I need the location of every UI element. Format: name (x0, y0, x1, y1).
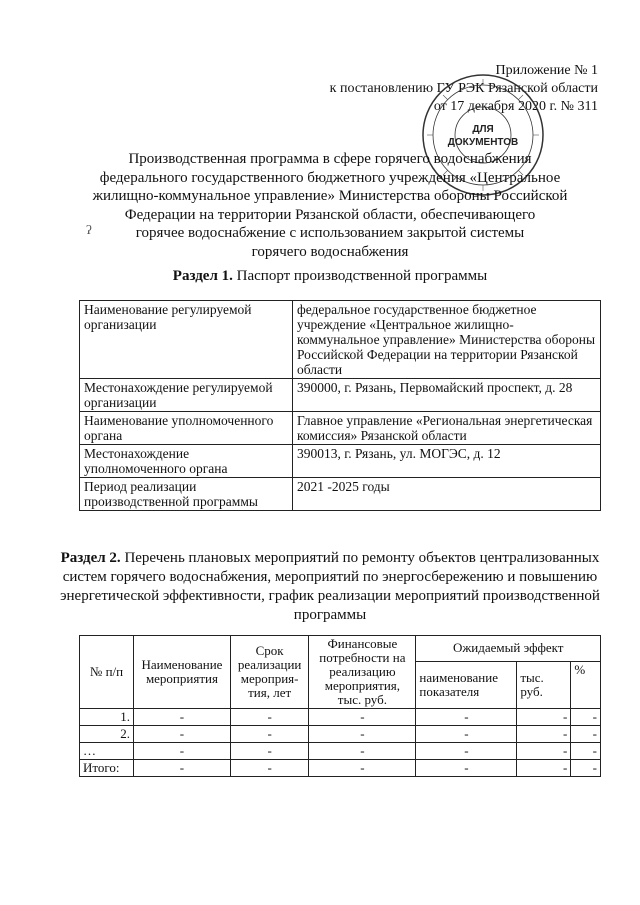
header-term: Срок реализации мероприя-тия, лет (230, 636, 309, 709)
events-table (79, 635, 601, 777)
passport-label: Наименование регулируемой организации (80, 301, 293, 379)
table-cell: - (517, 709, 571, 726)
table-cell: - (134, 743, 231, 760)
table-cell: - (230, 743, 309, 760)
table-cell: - (416, 726, 517, 743)
passport-label: Местонахождение регулируемой организации (80, 379, 293, 412)
passport-value: 390013, г. Рязань, ул. МОГЭС, д. 12 (293, 445, 601, 478)
table-cell: - (309, 726, 416, 743)
passport-label: Местонахождение уполномоченного органа (80, 445, 293, 478)
table-cell: - (517, 743, 571, 760)
table-cell: - (571, 726, 601, 743)
title-line: Производственная программа в сфере горячего водоснабжения (128, 151, 532, 167)
section-1-number: Раздел 1. (172, 268, 233, 284)
table-row (80, 743, 601, 760)
passport-value: 390000, г. Рязань, Первомайский проспект, д. 28 (293, 379, 601, 412)
appendix-line-1: Приложение № 1 (495, 63, 598, 78)
table-cell: - (416, 743, 517, 760)
table-cell: - (571, 743, 601, 760)
table-cell: - (309, 760, 416, 777)
table-cell: - (309, 709, 416, 726)
table-cell: - (517, 760, 571, 777)
table-cell: - (134, 726, 231, 743)
table-row (80, 412, 601, 445)
header-thousand: тыс. руб. (517, 661, 571, 708)
row-total-label: Итого: (80, 760, 134, 777)
table-row (80, 760, 601, 777)
header-indicator: наименование показателя (416, 661, 517, 708)
passport-label: Наименование уполномоченного органа (80, 412, 293, 445)
table-cell: - (309, 743, 416, 760)
passport-label: Период реализации производственной программы (80, 478, 293, 511)
section-2-title: Перечень плановых мероприятий по ремонту объектов централизованных систем горячего водоснабжения, мероприятий по энергосбережению и повышению энергетической эффективности, график реализации мероприятий производственной программы (60, 550, 600, 623)
header-effect: Ожидаемый эффект (416, 636, 601, 662)
table-row (80, 478, 601, 511)
passport-table (79, 300, 601, 511)
passport-value: федеральное государственное бюджетное учреждение «Центральное жилищно-коммунальное управление» Министерства обороны Российской Федерации на территории Рязанской области (293, 301, 601, 379)
appendix-line-3: от 17 декабря 2020 г. № 311 (433, 99, 598, 114)
table-row (80, 445, 601, 478)
table-cell: - (416, 760, 517, 777)
table-cell: - (134, 709, 231, 726)
section-2-number: Раздел 2. (60, 550, 121, 566)
passport-value: Главное управление «Региональная энергетическая комиссия» Рязанской области (293, 412, 601, 445)
table-cell: - (571, 709, 601, 726)
title-line: жилищно-коммунальное управление» Министерства обороны Российской (92, 188, 568, 204)
title-line: Федерации на территории Рязанской области, обеспечивающего (124, 206, 536, 223)
header-finance: Финансовые потребности на реализацию мероприятия, тыс. руб. (309, 636, 416, 709)
section-2-heading (60, 549, 600, 625)
table-row (80, 301, 601, 379)
margin-mark: ʔ (86, 222, 92, 237)
row-number: 1. (80, 709, 134, 726)
passport-value: 2021 -2025 годы (293, 478, 601, 511)
svg-text:ДОКУМЕНТОВ: ДОКУМЕНТОВ (447, 137, 519, 148)
row-number: 2. (80, 726, 134, 743)
table-header-row (80, 636, 601, 662)
title-line: федерального государственного бюджетного учреждения «Центральное (99, 169, 561, 186)
document-title (60, 150, 600, 261)
appendix-line-2: к постановлению ГУ РЭК Рязанской области (329, 81, 598, 96)
header-num: № п/п (80, 636, 134, 709)
table-row (80, 726, 601, 743)
header-percent: % (571, 661, 601, 708)
table-cell: - (134, 760, 231, 777)
section-1-title: Паспорт производственной программы (232, 268, 488, 284)
table-cell: - (416, 709, 517, 726)
table-cell: - (230, 709, 309, 726)
table-row (80, 709, 601, 726)
table-cell: - (230, 726, 309, 743)
svg-text:ДЛЯ: ДЛЯ (472, 124, 494, 135)
table-row (80, 379, 601, 412)
title-line: горячего водоснабжения (251, 243, 409, 260)
header-name: Наименование мероприятия (134, 636, 231, 709)
table-cell: - (571, 760, 601, 777)
row-number: … (80, 743, 134, 760)
table-cell: - (517, 726, 571, 743)
title-line: горячее водоснабжение с использованием закрытой системы (135, 225, 525, 241)
table-cell: - (230, 760, 309, 777)
section-1-heading (60, 268, 600, 285)
